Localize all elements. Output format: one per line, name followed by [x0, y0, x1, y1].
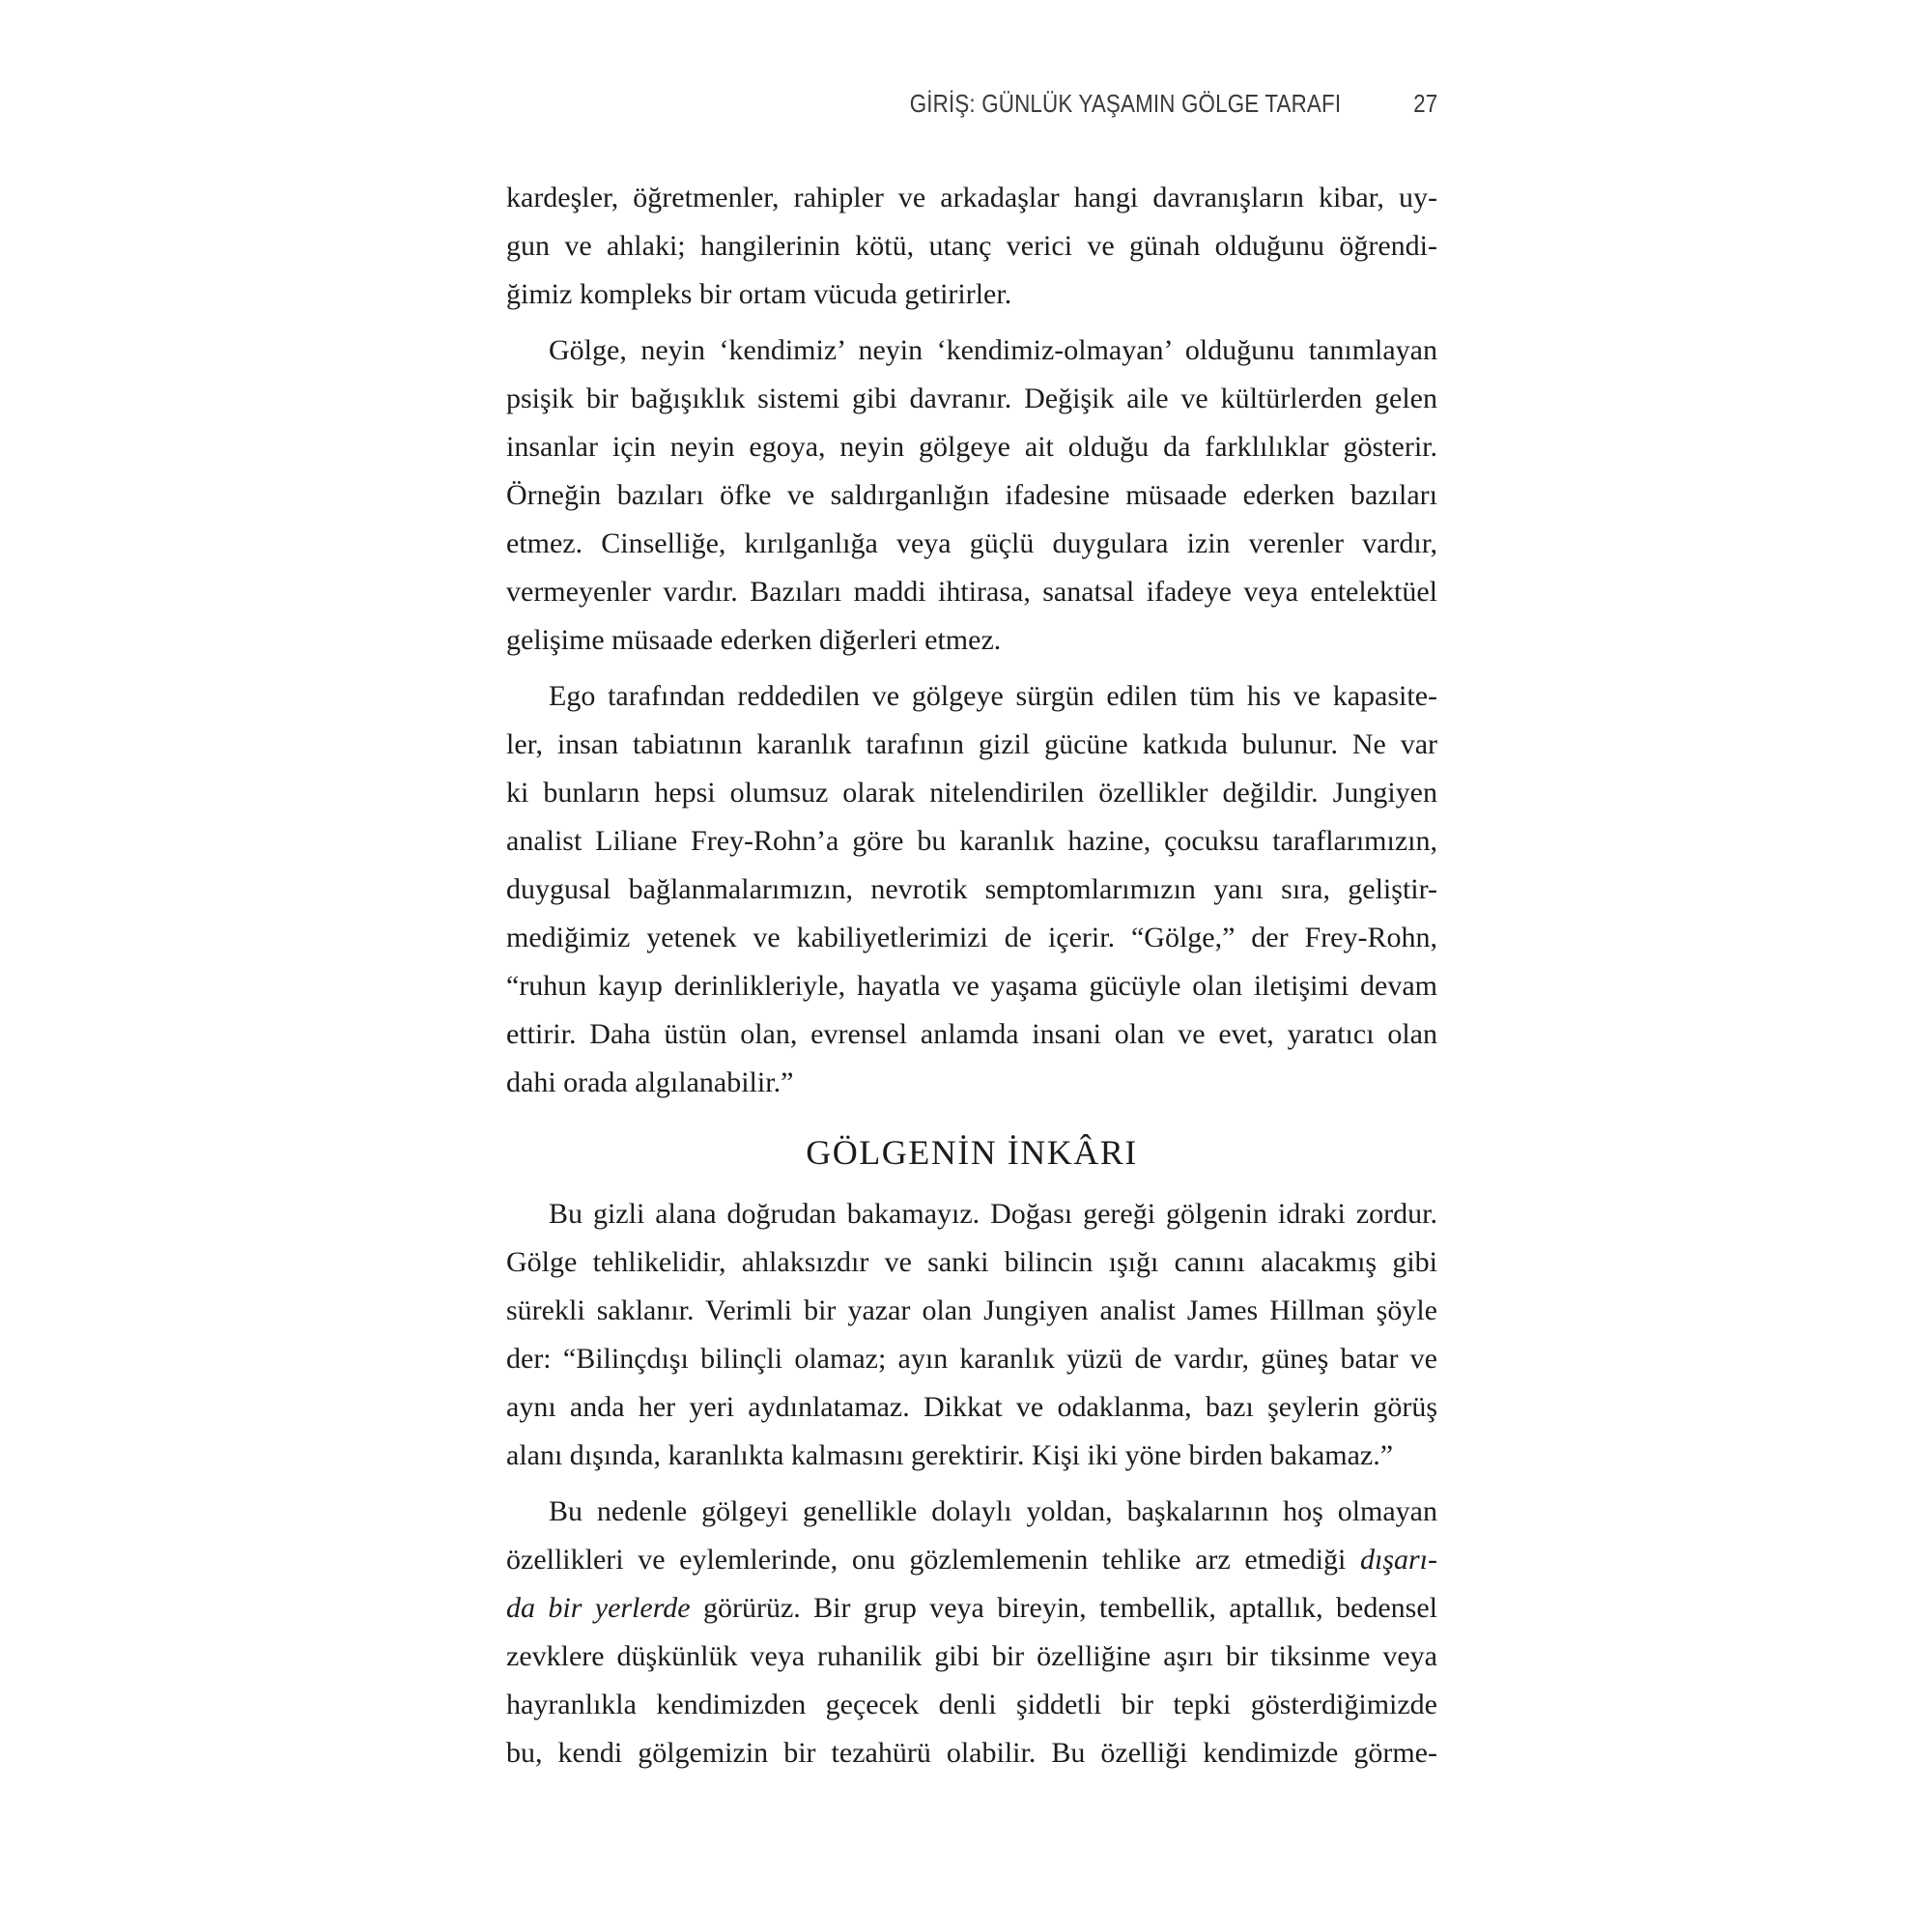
paragraph [506, 672, 1437, 1107]
text-line: ettirir. Daha üstün olan, evrensel anlamda insani olan ve evet, yaratıcı olan [506, 1018, 1437, 1050]
paragraph [506, 174, 1437, 319]
text-line: gelişime müsaade ederken diğerleri etmez. [506, 624, 1002, 656]
running-head [506, 89, 1437, 128]
text-line: dahi orada algılanabilir.” [506, 1066, 794, 1098]
text-line: kardeşler, öğretmenler, rahipler ve arkadaşlar hangi davranışların kibar, uy- [506, 182, 1437, 213]
text-line: aynı anda her yeri aydınlatamaz. Dikkat ve odaklanma, bazı şeylerin görüş [506, 1391, 1437, 1423]
text-line: Bu nedenle gölgeyi genellikle dolaylı yoldan, başkalarının hoş olmayan [549, 1495, 1437, 1527]
text-line: bu, kendi gölgemizin bir tezahürü olabilir. Bu özelliği kendimizde görme- [506, 1737, 1437, 1769]
italic-text: dışarı- [1359, 1544, 1437, 1576]
text-line: mediğimiz yetenek ve kabiliyetlerimizi de içerir. “Gölge,” der Frey-Rohn, [506, 922, 1437, 953]
text-line: der: “Bilinçdışı bilinçli olamaz; ayın karanlık yüzü de vardır, güneş batar ve [506, 1343, 1437, 1375]
text-line: ki bunların hepsi olumsuz olarak nitelendirilen özellikler değildir. Jungiyen [506, 777, 1437, 809]
paragraph [506, 327, 1437, 665]
text-run: özellikleri ve eylemlerinde, onu gözlemlemenin tehlike arz etmediği [506, 1544, 1360, 1576]
text-line: analist Liliane Frey-Rohn’a göre bu karanlık hazine, çocuksu taraflarımızın, [506, 825, 1437, 857]
text-line: Bu gizli alana doğrudan bakamayız. Doğası gereği gölgenin idraki zordur. [549, 1198, 1437, 1230]
text-line: “ruhun kayıp derinlikleriyle, hayatla ve yaşama gücüyle olan iletişimi devam [506, 970, 1437, 1002]
text-line: gun ve ahlaki; hangilerinin kötü, utanç verici ve günah olduğunu öğrendi- [506, 230, 1437, 262]
text-line: ğimiz kompleks bir ortam vücuda getirirler. [506, 278, 1012, 310]
text-line: Gölge, neyin ‘kendimiz’ neyin ‘kendimiz-olmayan’ olduğunu tanımlayan [549, 334, 1437, 366]
text-run: görürüz. Bir grup veya bireyin, tembellik, aptallık, bedensel [690, 1592, 1438, 1624]
body-text [506, 174, 1437, 1777]
text-line: ler, insan tabiatının karanlık tarafının gizil gücüne katkıda bulunur. Ne var [506, 728, 1437, 760]
text-line: duygusal bağlanmalarımızın, nevrotik semptomlarımızın yanı sıra, geliştir- [506, 873, 1437, 905]
text-line: Ego tarafından reddedilen ve gölgeye sürgün edilen tüm his ve kapasite- [549, 680, 1437, 712]
running-head-title: GİRİŞ: GÜNLÜK YAŞAMIN GÖLGE TARAFI [909, 89, 1341, 118]
section-heading: GÖLGENİN İNKÂRI [806, 1133, 1138, 1172]
paragraph [506, 1488, 1437, 1777]
text-line: Gölge tehlikelidir, ahlaksızdır ve sanki bilincin ışığı canını alacakmış gibi [506, 1246, 1437, 1278]
text-line [506, 1536, 1437, 1584]
paragraph [506, 1190, 1437, 1480]
text-line: sürekli saklanır. Verimli bir yazar olan Jungiyen analist James Hillman şöyle [506, 1294, 1437, 1326]
text-line: etmez. Cinselliğe, kırılganlığa veya güçlü duygulara izin verenler vardır, [506, 527, 1437, 559]
text-line: hayranlıkla kendimizden geçecek denli şiddetli bir tepki gösterdiğimizde [506, 1689, 1437, 1720]
page-number: 27 [1412, 89, 1437, 118]
text-line: alanı dışında, karanlıkta kalmasını gerektirir. Kişi iki yöne birden bakamaz.” [506, 1439, 1394, 1471]
text-line [506, 1584, 1437, 1633]
text-line: zevklere düşkünlük veya ruhanilik gibi bir özelliğine aşırı bir tiksinme veya [506, 1640, 1437, 1672]
text-line: vermeyenler vardır. Bazıları maddi ihtirasa, sanatsal ifadeye veya entelektüel [506, 576, 1437, 608]
text-line: insanlar için neyin egoya, neyin gölgeye ait olduğu da farklılıklar gösterir. [506, 431, 1437, 463]
text-line: psişik bir bağışıklık sistemi gibi davranır. Değişik aile ve kültürlerden gelen [506, 383, 1437, 414]
italic-text: da bir yerlerde [506, 1592, 691, 1624]
text-line: Örneğin bazıları öfke ve saldırganlığın ifadesine müsaade ederken bazıları [506, 479, 1437, 511]
